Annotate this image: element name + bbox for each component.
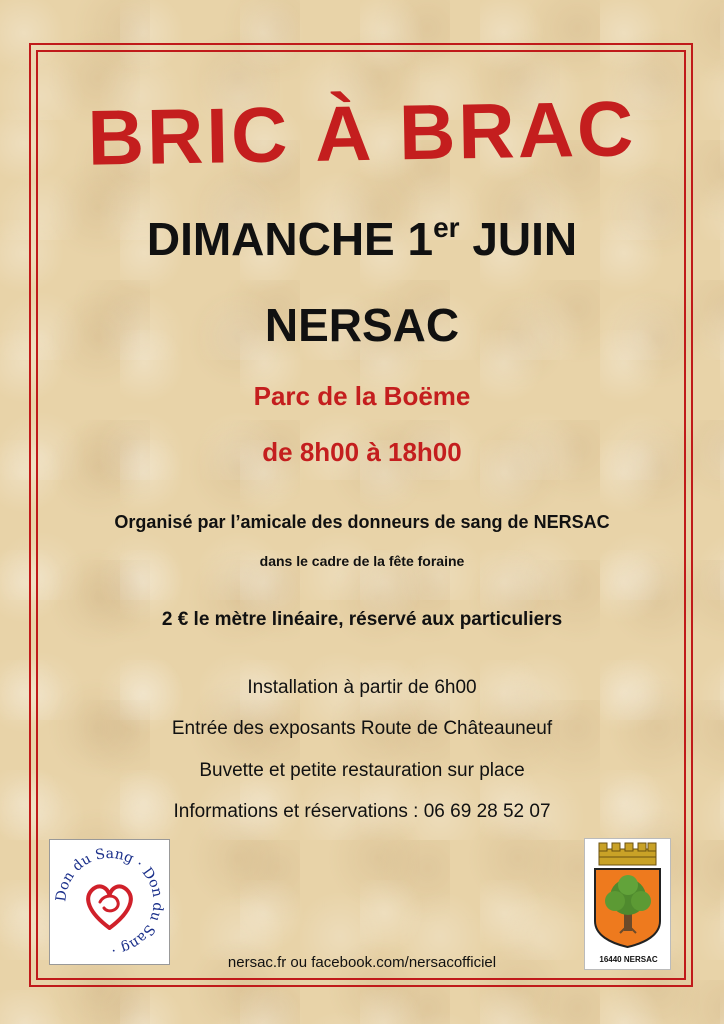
blood-donation-logo-text: Don du Sang · Don du Sang ·: [53, 845, 166, 958]
info-line-contact: Informations et réservations : 06 69 28 52 07: [173, 801, 551, 822]
organizer-subline: dans le cadre de la fête foraine: [259, 553, 465, 569]
info-line-entrance: Entrée des exposants Route de Châteauneuf: [171, 718, 553, 739]
crest-icon: [585, 839, 670, 953]
price-line: 2 € le mètre linéaire, réservé aux particuliers: [161, 609, 563, 630]
crest-caption: 16440 NERSAC: [599, 955, 658, 964]
event-hours: de 8h00 à 18h00: [262, 437, 462, 467]
blood-donation-logo: [49, 839, 170, 965]
info-line-refreshments: Buvette et petite restauration sur place: [199, 760, 525, 781]
nersac-crest-logo: [584, 838, 671, 970]
heart-icon: [50, 840, 169, 964]
event-date-sup: er: [433, 212, 460, 243]
event-date: [40, 212, 684, 266]
info-line-installation: Installation à partir de 6h00: [247, 677, 477, 698]
organizer-line: Organisé par l’amicale des donneurs de sang de NERSAC: [114, 512, 610, 532]
footer-links: nersac.fr ou facebook.com/nersacofficiel: [227, 954, 497, 971]
poster-title: BRIC À BRAC: [86, 84, 638, 182]
event-date-prefix: DIMANCHE 1: [146, 213, 434, 265]
event-date-suffix: JUIN: [459, 213, 578, 265]
event-location: Parc de la Boëme: [253, 381, 471, 411]
event-town: NERSAC: [264, 299, 460, 351]
